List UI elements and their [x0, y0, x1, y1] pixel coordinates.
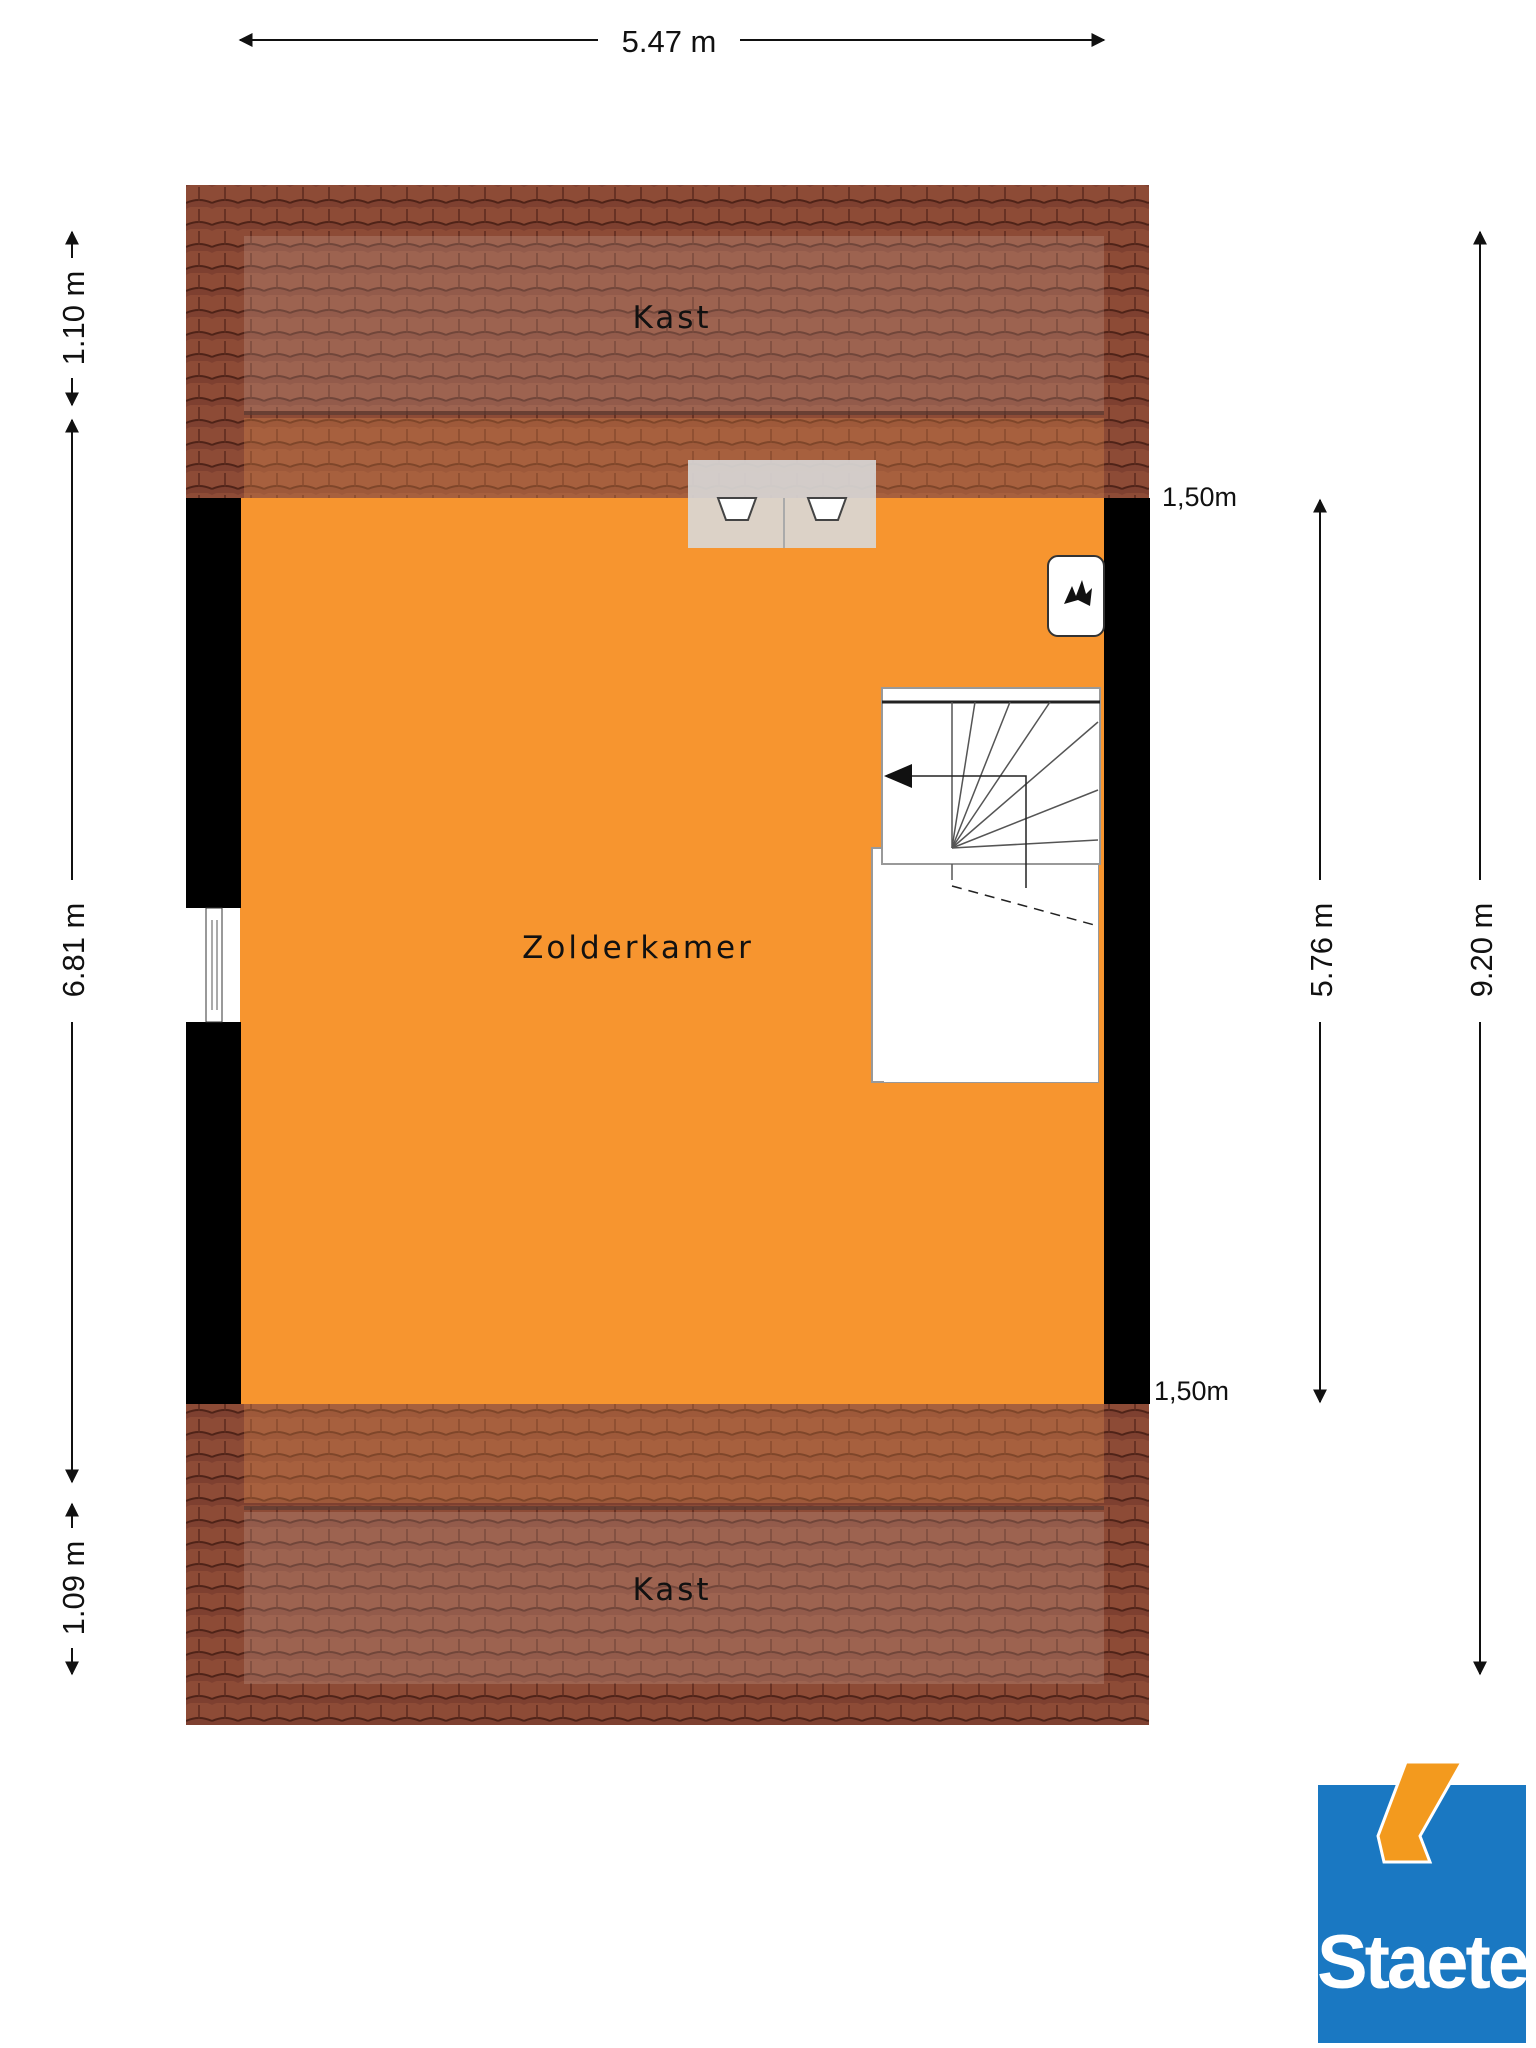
staircase — [872, 688, 1100, 1082]
dimension-width-top — [240, 24, 1104, 59]
window-left — [206, 908, 222, 1022]
dimension-label-left-bottom: 1.09 m — [56, 1540, 91, 1636]
knee-wall-height-bottom: 1,50m — [1154, 1376, 1230, 1406]
dimension-label-width: 5.47 m — [621, 24, 717, 59]
dimension-left-middle — [56, 420, 91, 1482]
wall-left-lower — [186, 1022, 241, 1404]
roof-bottom-upper-strip — [244, 1403, 1104, 1503]
dimension-label-right-inner: 5.76 m — [1304, 902, 1339, 998]
wall-left-upper — [186, 498, 241, 908]
room-label-top-storage: Kast — [632, 300, 712, 336]
roof-top-lower-strip — [244, 418, 1104, 498]
dimension-label-left-top: 1.10 m — [56, 270, 91, 366]
knee-wall-height-top: 1,50m — [1162, 482, 1238, 512]
skylight-icon — [688, 460, 876, 548]
wall-right — [1104, 498, 1150, 1404]
room-label-bottom-storage: Kast — [632, 1572, 712, 1608]
heater-icon — [1048, 556, 1104, 636]
dimension-label-left-middle: 6.81 m — [56, 902, 91, 998]
dimension-left-bottom — [56, 1504, 91, 1674]
dimension-right-inner — [1304, 500, 1339, 1402]
staete-logo — [1317, 1762, 1528, 2043]
dimension-label-right-outer: 9.20 m — [1464, 902, 1499, 998]
logo-text: Staete — [1316, 1920, 1528, 2005]
room-label-attic: Zolderkamer — [522, 930, 754, 966]
dimension-right-outer — [1464, 232, 1499, 1674]
dimension-left-top — [56, 232, 91, 405]
